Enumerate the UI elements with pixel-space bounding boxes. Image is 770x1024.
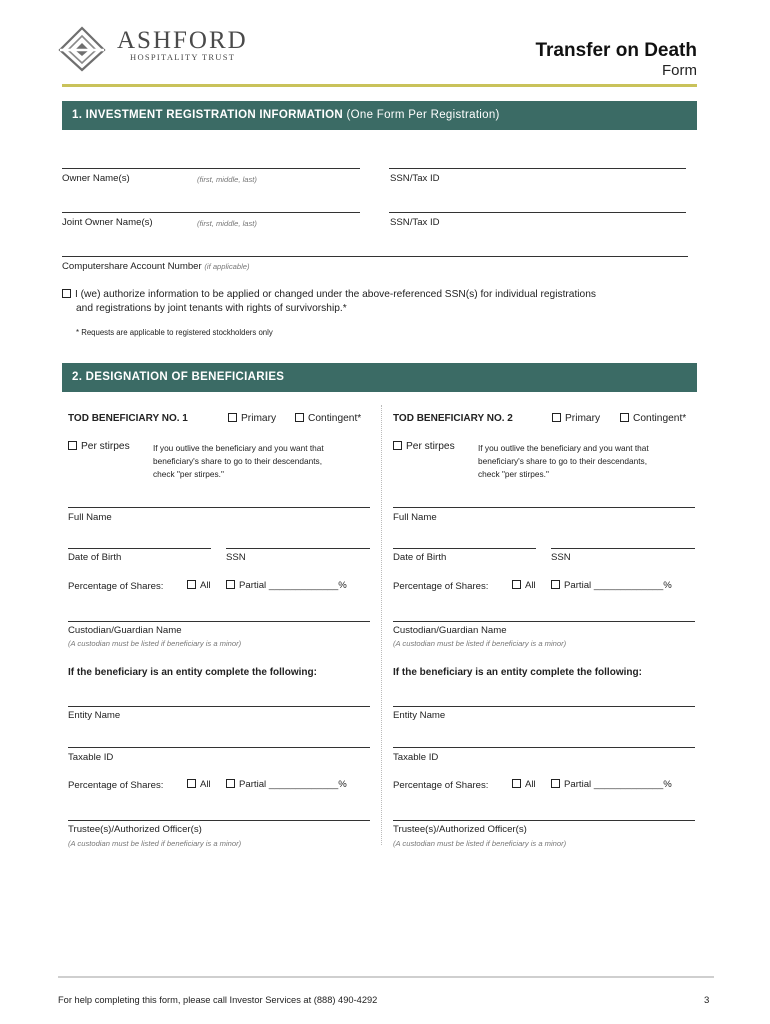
entity-name-line[interactable] [393, 706, 695, 707]
ssn-label: SSN [551, 552, 571, 563]
joint-ssn-line[interactable] [389, 212, 686, 213]
beneficiary-2-contingent[interactable] [620, 413, 686, 424]
entity-pct-partial[interactable] [551, 779, 672, 790]
owner-name-hint: (first, middle, last) [197, 175, 257, 184]
checkbox-icon[interactable] [226, 779, 235, 788]
joint-owner-hint: (first, middle, last) [197, 219, 257, 228]
custodian-label: Custodian/Guardian Name [68, 625, 182, 636]
all-label: All [200, 779, 211, 790]
full-name-label: Full Name [393, 512, 437, 523]
stirpes-text-2: beneficiary's share to go to their descendants, [478, 456, 648, 466]
joint-owner-label: Joint Owner Name(s) [62, 217, 153, 228]
section1-title: 1. INVESTMENT REGISTRATION INFORMATION [72, 109, 344, 121]
beneficiary-1-title: TOD BENEFICIARY NO. 1 [68, 413, 188, 424]
partial-label: Partial _____________% [564, 779, 672, 790]
beneficiary-2-primary[interactable] [552, 413, 600, 424]
checkbox-icon[interactable] [512, 779, 521, 788]
stirpes-text-1: If you outlive the beneficiary and you want that [478, 443, 649, 453]
section2-title: 2. DESIGNATION OF BENEFICIARIES [72, 371, 285, 383]
dob-label: Date of Birth [68, 552, 122, 563]
trustee-label: Trustee(s)/Authorized Officer(s) [68, 824, 202, 835]
contingent-label: Contingent* [308, 413, 362, 424]
taxable-id-label: Taxable ID [393, 752, 439, 763]
checkbox-icon[interactable] [552, 413, 561, 422]
custodian-line[interactable] [393, 621, 695, 622]
pct-label: Percentage of Shares: [393, 581, 489, 592]
beneficiary-2-per-stirpes[interactable] [393, 441, 455, 452]
page-subtitle: Form [662, 62, 697, 79]
joint-ssn-label: SSN/Tax ID [390, 217, 440, 228]
page-title: Transfer on Death [535, 40, 697, 61]
owner-name-line[interactable] [62, 168, 360, 169]
ashford-logo-icon [58, 26, 106, 72]
stirpes-text-3: check "per stirpes." [478, 469, 549, 479]
checkbox-icon[interactable] [551, 580, 560, 589]
column-divider [381, 405, 382, 845]
entity-pct-partial[interactable] [226, 779, 347, 790]
section2-header [62, 363, 697, 392]
pct-all[interactable] [187, 580, 211, 591]
pct-partial[interactable] [226, 580, 347, 591]
dob-label: Date of Birth [393, 552, 447, 563]
checkbox-icon[interactable] [187, 580, 196, 589]
footer-help-text: For help completing this form, please call Investor Services at (888) 490-4292 [58, 995, 378, 1005]
pct-all[interactable] [512, 580, 536, 591]
contingent-label: Contingent* [633, 413, 687, 424]
entity-pct-label: Percentage of Shares: [393, 780, 489, 791]
entity-pct-all[interactable] [187, 779, 211, 790]
account-number-label [62, 261, 250, 272]
custodian-hint: (A custodian must be listed if beneficiary is a minor) [393, 639, 567, 648]
page-number: 3 [704, 995, 710, 1006]
trustee-line[interactable] [393, 820, 695, 821]
ssn-line[interactable] [551, 548, 695, 549]
checkbox-icon[interactable] [228, 413, 237, 422]
stirpes-text-1: If you outlive the beneficiary and you want that [153, 443, 324, 453]
authorize-text-2: and registrations by joint tenants with rights of survivorship.* [76, 303, 347, 314]
section1-note: (One Form Per Registration) [346, 109, 500, 121]
partial-label: Partial _____________% [239, 580, 347, 591]
per-stirpes-label: Per stirpes [81, 441, 130, 452]
joint-owner-line[interactable] [62, 212, 360, 213]
beneficiary-1-contingent[interactable] [295, 413, 361, 424]
full-name-label: Full Name [68, 512, 112, 523]
dob-line[interactable] [393, 548, 536, 549]
owner-ssn-line[interactable] [389, 168, 686, 169]
entity-heading: If the beneficiary is an entity complete the following: [68, 667, 317, 678]
logo-name: ASHFORD [117, 27, 248, 54]
entity-pct-label: Percentage of Shares: [68, 780, 164, 791]
checkbox-icon[interactable] [226, 580, 235, 589]
all-label: All [525, 779, 536, 790]
checkbox-icon[interactable] [393, 441, 402, 450]
authorize-checkbox-row[interactable] [62, 289, 596, 300]
footer-rule [58, 976, 714, 978]
trustee-line[interactable] [68, 820, 370, 821]
checkbox-icon[interactable] [620, 413, 629, 422]
partial-label: Partial _____________% [564, 580, 672, 591]
section1-footnote: * Requests are applicable to registered stockholders only [76, 328, 273, 337]
entity-name-label: Entity Name [68, 710, 121, 721]
checkbox-icon[interactable] [512, 580, 521, 589]
beneficiary-2-title: TOD BENEFICIARY NO. 2 [393, 413, 513, 424]
primary-label: Primary [565, 413, 601, 424]
all-label: All [525, 580, 536, 591]
authorize-text-1: I (we) authorize information to be applied or changed under the above-referenced SSN(s) for individual registrations [75, 289, 596, 300]
account-number-text: Computershare Account Number [62, 261, 202, 272]
per-stirpes-label: Per stirpes [406, 441, 455, 452]
full-name-line[interactable] [68, 507, 370, 508]
taxable-id-line[interactable] [68, 747, 370, 748]
stirpes-text-2: beneficiary's share to go to their descendants, [153, 456, 323, 466]
beneficiary-1-primary[interactable] [228, 413, 276, 424]
section1-header [62, 101, 697, 130]
owner-ssn-label: SSN/Tax ID [390, 173, 440, 184]
checkbox-icon[interactable] [295, 413, 304, 422]
account-number-hint: (if applicable) [204, 262, 250, 271]
stirpes-text-3: check "per stirpes." [153, 469, 224, 479]
custodian-hint: (A custodian must be listed if beneficiary is a minor) [68, 639, 242, 648]
entity-name-line[interactable] [68, 706, 370, 707]
owner-name-label: Owner Name(s) [62, 173, 130, 184]
entity-pct-all[interactable] [512, 779, 536, 790]
partial-label: Partial _____________% [239, 779, 347, 790]
entity-heading: If the beneficiary is an entity complete the following: [393, 667, 642, 678]
primary-label: Primary [241, 413, 277, 424]
beneficiary-1-per-stirpes[interactable] [68, 441, 130, 452]
custodian-label: Custodian/Guardian Name [393, 625, 507, 636]
custodian-line[interactable] [68, 621, 370, 622]
header-rule [62, 84, 697, 87]
pct-partial[interactable] [551, 580, 672, 591]
authorize-checkbox[interactable] [62, 289, 71, 298]
entity-name-label: Entity Name [393, 710, 446, 721]
trustee-hint: (A custodian must be listed if beneficiary is a minor) [68, 839, 242, 848]
checkbox-icon[interactable] [68, 441, 77, 450]
taxable-id-label: Taxable ID [68, 752, 114, 763]
trustee-label: Trustee(s)/Authorized Officer(s) [393, 824, 527, 835]
dob-line[interactable] [68, 548, 211, 549]
account-number-line[interactable] [62, 256, 688, 257]
trustee-hint: (A custodian must be listed if beneficiary is a minor) [393, 839, 567, 848]
taxable-id-line[interactable] [393, 747, 695, 748]
checkbox-icon[interactable] [187, 779, 196, 788]
pct-label: Percentage of Shares: [68, 581, 164, 592]
logo-subtitle: HOSPITALITY TRUST [130, 52, 236, 62]
ssn-line[interactable] [226, 548, 370, 549]
checkbox-icon[interactable] [551, 779, 560, 788]
ssn-label: SSN [226, 552, 246, 563]
full-name-line[interactable] [393, 507, 695, 508]
all-label: All [200, 580, 211, 591]
